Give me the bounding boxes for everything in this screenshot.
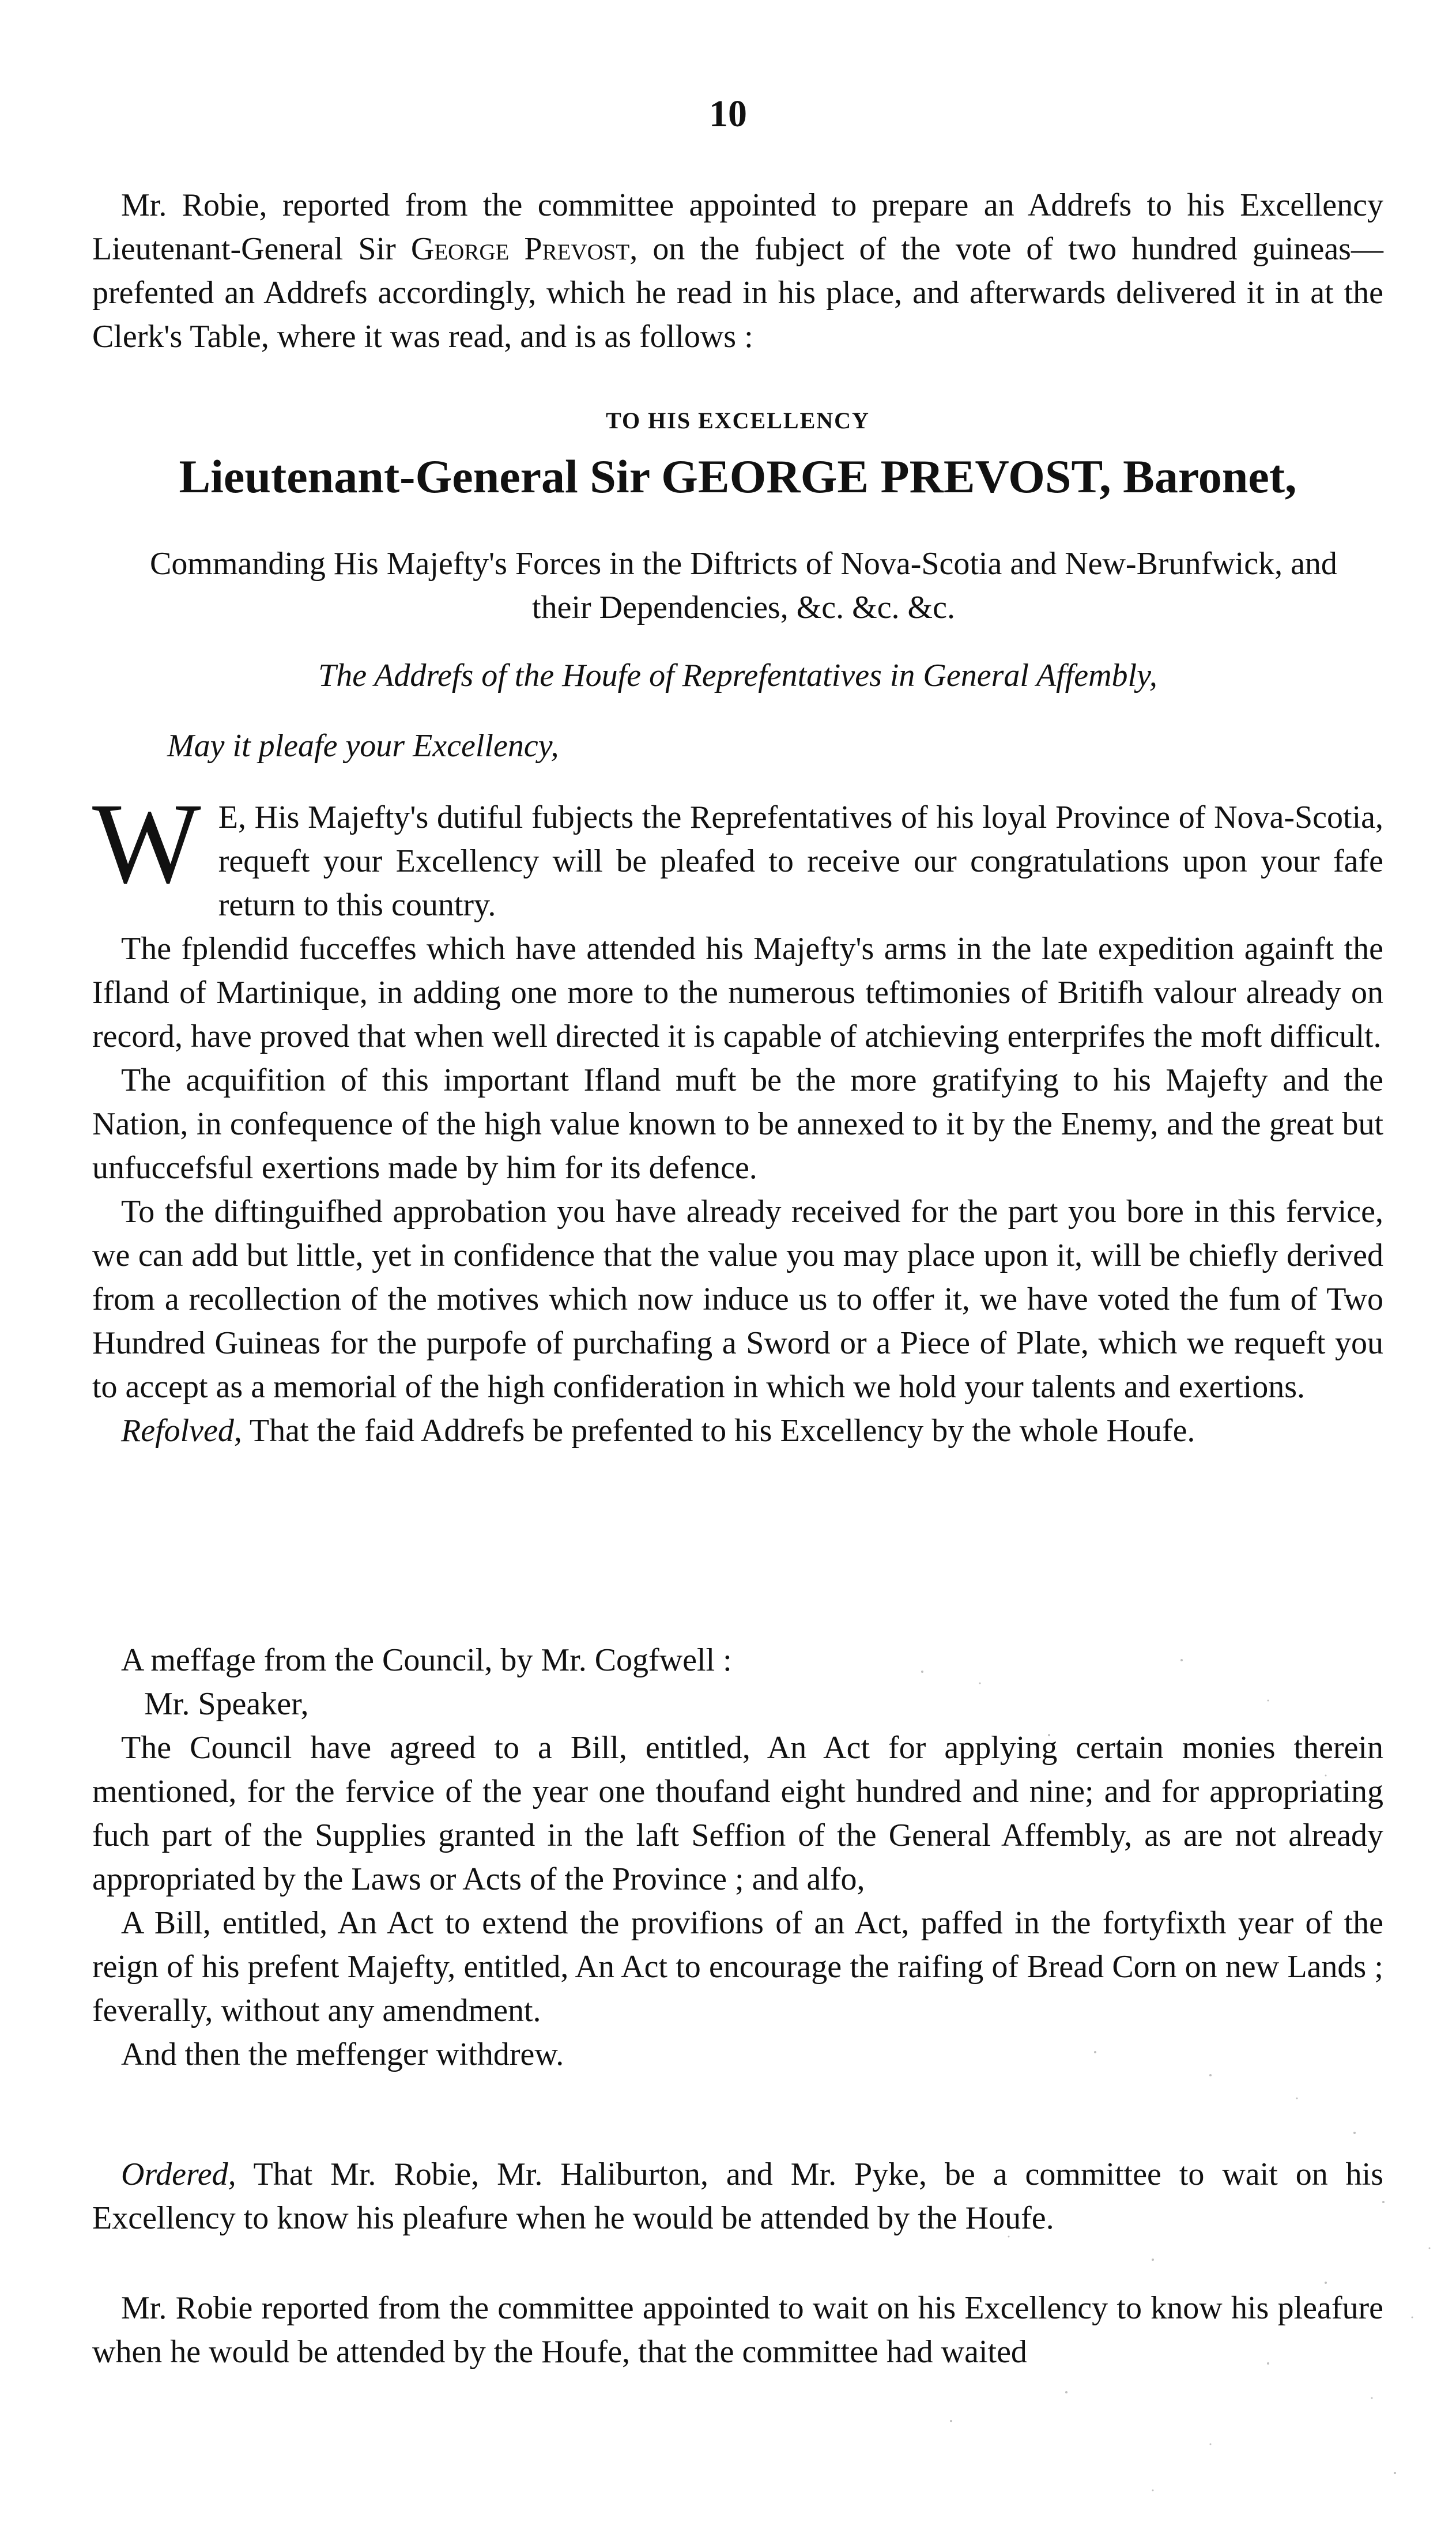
address-body [92, 780, 1383, 1453]
intro-text [92, 183, 1383, 359]
final-text: Mr. Robie reported from the committee appointed to wait on his Excellency to know his pleafure when he would be attended by the Houfe, that the committee had waited [92, 2290, 1383, 2370]
council-message [92, 1638, 1383, 2076]
ordered-body: That Mr. Robie, Mr. Haliburton, and Mr. Pyke, be a committee to wait on his Excellency to know his pleafure when he would be attended by the Houfe. [92, 2156, 1383, 2236]
ordered-text [92, 2152, 1383, 2240]
message-line-1: A meffage from the Council, by Mr. Cogfwell : [121, 1642, 732, 1678]
message-para-1: The Council have agreed to a Bill, entitled, An Act for applying certain monies therein mentioned, for the fervice of the year one thoufand eight hundred and nine; and for appropriating fuch part of the Supplies granted in the laft Seffion of the General Affembly, as are not already appropriated by the Laws or Acts of the Province ; and alfo, [92, 1730, 1383, 1897]
resolved-label: Refolved, [121, 1413, 242, 1449]
address-title-line: The Addrefs of the Houfe of Reprefentatives in General Affembly, [318, 658, 1157, 693]
resolved-text: That the faid Addrefs be prefented to his Excellency by the whole Houfe. [242, 1413, 1195, 1449]
final-paragraph [92, 2286, 1383, 2374]
address-salutation: May it pleafe your Excellency, [167, 728, 559, 764]
address-command-line: Commanding His Majefty's Forces in the Diftricts of Nova-Scotia and New-Brunfwick, and their Dependencies, &c. &c. &c. [150, 546, 1337, 625]
message-para-2: A Bill, entitled, An Act to extend the provifions of an Act, paffed in the fortyfixth year of the reign of his prefent Majefty, entitled, An Act to encourage the raifing of Bread Corn on new Lands ; feverally, without any amendment. [92, 1905, 1383, 2029]
address-to-line: TO HIS EXCELLENCY [606, 408, 870, 433]
message-line-2: Mr. Speaker, [144, 1686, 309, 1722]
ordered-label: Ordered, [121, 2156, 236, 2192]
ordered-paragraph [92, 2152, 1383, 2240]
address-para-2: The fplendid fucceffes which have attended his Majefty's arms in the late expedition againft the Ifland of Martinique, in adding one more to the numerous teftimonies of Britifh valour already on record, have proved that when well directed it is capable of atchieving enterprifes the moft difficult. [92, 931, 1383, 1054]
page-number: 10 [709, 93, 747, 135]
drop-cap: W [92, 780, 201, 907]
intro-text-a: Mr. Robie, reported from the committee appointed to prepare an Addrefs to his Excellency Lieutenant-General Sir [92, 187, 1383, 267]
address-para-1 [92, 780, 1383, 927]
address-para-3: The acquifition of this important Ifland muft be the more gratifying to his Majefty and the Nation, in confequence of the high value known to be annexed to it by the Enemy, and the great but unfuccefsful exertions made by him for its defence. [92, 1062, 1383, 1186]
message-para-3: And then the meffenger withdrew. [121, 2037, 564, 2072]
intro-text-b: , on the fubject of the vote of two hundred guineas—prefented an Addrefs accordingly, which he read in his place, and afterwards delivered it in at the Clerk's Table, where it was read, and is as follows : [92, 231, 1383, 355]
address-para-1-text: E, His Majefty's dutiful fubjects the Reprefentatives of his loyal Province of Nova-Scotia, requeft your Excellency will be pleafed to receive our congratulations upon your fafe return to this country. [218, 800, 1383, 923]
intro-paragraph [92, 183, 1383, 359]
intro-name: George Prevost [410, 231, 630, 267]
resolved-paragraph [92, 1409, 1383, 1453]
address-name-line: Lieutenant-General Sir GEORGE PREVOST, Baronet, [179, 450, 1297, 503]
address-para-4: To the diftinguifhed approbation you have already received for the part you bore in this fervice, we can add but little, yet in confidence that the value you may place upon it, will be chiefly derived from a recollection of the motives which now induce us to offer it, we have voted the fum of Two Hundred Guineas for the purpofe of purchafing a Sword or a Piece of Plate, which we requeft you to accept as a memorial of the high confideration in which we hold your talents and exertions. [92, 1194, 1383, 1405]
